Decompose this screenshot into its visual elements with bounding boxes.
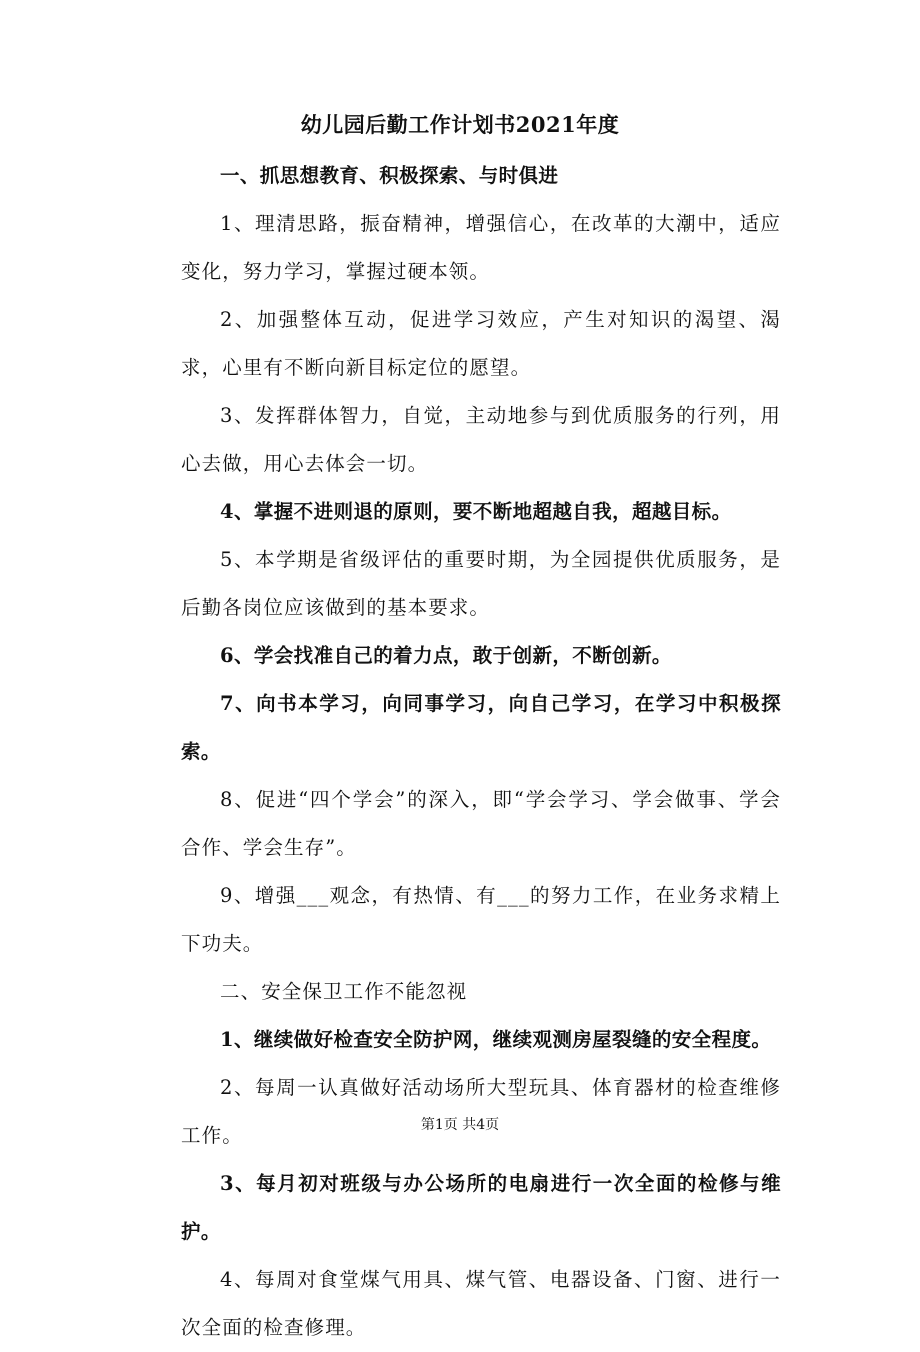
paragraph-2-2: 2、每周一认真做好活动场所大型玩具、体育器材的检查维修工作。 [181,1076,781,1147]
page-footer: 第1页 共4页 [420,1117,500,1133]
document-body [181,152,781,1352]
paragraph-2-1: 1、继续做好检查安全防护网，继续观测房屋裂缝的安全程度。 [220,1028,772,1051]
paragraph-1-2: 2、加强整体互动，促进学习效应，产生对知识的渴望、渴求，心里有不断向新目标定位的愿望。 [181,308,781,379]
paragraph-2-4: 4、每周对食堂煤气用具、煤气管、电器设备、门窗、进行一次全面的检查修理。 [181,1268,781,1339]
paragraph-1-5: 5、本学期是省级评估的重要时期，为全园提供优质服务，是后勤各岗位应该做到的基本要求。 [181,548,781,619]
paragraph-1-1: 1、理清思路，振奋精神，增强信心，在改革的大潮中，适应变化，努力学习，掌握过硬本领。 [181,212,781,283]
paragraph-1-9: 9、增强___观念，有热情、有___的努力工作，在业务求精上下功夫。 [181,884,781,955]
paragraph-1-3: 3、发挥群体智力，自觉，主动地参与到优质服务的行列，用心去做，用心去体会一切。 [181,404,781,475]
paragraph-1-8: 8、促进“四个学会”的深入，即“学会学习、学会做事、学会合作、学会生存”。 [181,788,781,859]
section-heading-1: 一、抓思想教育、积极探索、与时俱进 [220,164,559,187]
section-heading-2: 二、安全保卫工作不能忽视 [220,980,468,1003]
paragraph-2-3: 3、每月初对班级与办公场所的电扇进行一次全面的检修与维护。 [181,1172,781,1243]
paragraph-1-6: 6、学会找准自己的着力点，敢于创新，不断创新。 [220,644,672,667]
document-title: 幼儿园后勤工作计划书2021年度 [300,112,620,137]
paragraph-1-7: 7、向书本学习，向同事学习，向自己学习，在学习中积极探索。 [181,692,781,763]
paragraph-1-4: 4、掌握不进则退的原则，要不断地超越自我，超越目标。 [220,500,732,523]
